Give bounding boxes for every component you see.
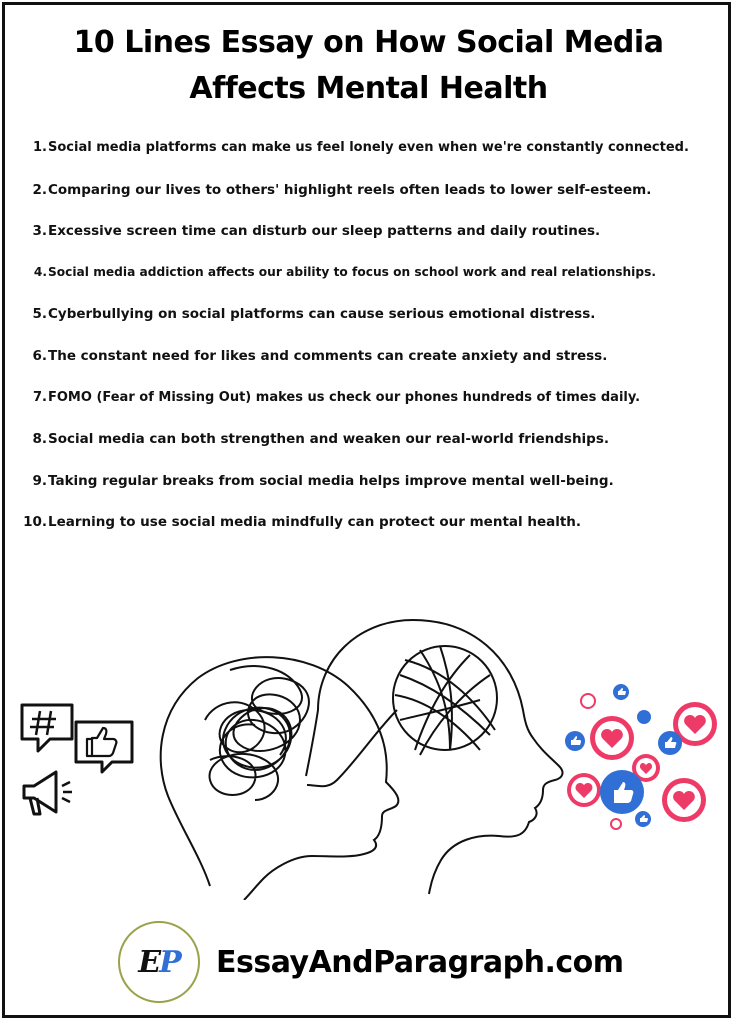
list-item [18, 306, 718, 348]
item-text: Comparing our lives to others' highlight reels often leads to lower self-esteem. [48, 181, 652, 198]
list-item [18, 514, 718, 556]
list-item [18, 265, 718, 307]
item-text: Learning to use social media mindfully can protect our mental health. [48, 514, 582, 531]
heart-icon [610, 818, 622, 830]
site-logo [118, 921, 200, 1003]
list-item [18, 223, 718, 265]
list-item [18, 182, 718, 224]
page-title [0, 20, 737, 112]
item-text: The constant need for likes and comments can create anxiety and stress. [48, 347, 608, 364]
logo-monogram [138, 945, 179, 980]
list-item [18, 348, 718, 390]
item-number: 1. [33, 140, 47, 155]
item-text: Social media can both strengthen and weaken our real-world friendships. [48, 431, 610, 448]
item-text: Social media platforms can make us feel lonely even when we're constantly connected. [48, 140, 689, 155]
heart-icon [662, 778, 706, 822]
like-icon [637, 710, 651, 724]
item-number: 7. [33, 389, 47, 405]
list-item [18, 431, 718, 473]
like-icon [613, 684, 629, 700]
title-line-1: 10 Lines Essay on How Social Media [73, 25, 664, 60]
list-item [18, 473, 718, 515]
tangled-head-icon [161, 657, 399, 900]
thumbs-up-bubble-icon [76, 722, 132, 772]
item-number: 4. [33, 264, 47, 279]
hashtag-bubble-icon [22, 705, 72, 751]
logo-letter-e: E [138, 944, 160, 980]
list-item [18, 140, 718, 182]
item-number: 8. [32, 431, 47, 448]
essay-lines-list [18, 140, 718, 556]
item-number: 6. [32, 347, 47, 364]
footer-branding [118, 912, 624, 1012]
list-item [18, 390, 718, 432]
item-text: FOMO (Fear of Missing Out) makes us check our phones hundreds of times daily. [48, 389, 641, 405]
item-number: 5. [32, 306, 47, 323]
yarn-head-icon [306, 620, 562, 894]
item-text: Cyberbullying on social platforms can cause serious emotional distress. [48, 306, 596, 323]
item-number: 3. [32, 223, 47, 240]
item-text: Social media addiction affects our ability to focus on school work and real relationships. [48, 264, 656, 279]
item-number: 9. [32, 472, 47, 489]
item-number: 10. [23, 514, 47, 531]
logo-letter-p: P [159, 944, 180, 980]
heart-icon [590, 716, 634, 760]
item-number: 2. [32, 181, 47, 198]
item-text: Taking regular breaks from social media helps improve mental well-being. [48, 472, 614, 489]
megaphone-icon [24, 772, 72, 814]
site-name[interactable]: EssayAndParagraph.com [216, 944, 624, 980]
like-icon [658, 731, 682, 755]
mental-health-illustration [0, 600, 737, 900]
item-text: Excessive screen time can disturb our sleep patterns and daily routines. [48, 223, 601, 240]
heart-icon [567, 773, 601, 807]
like-icon [565, 731, 585, 751]
like-icon [600, 770, 644, 814]
reaction-cluster [565, 684, 717, 830]
like-icon [635, 811, 651, 827]
title-line-2: Affects Mental Health [189, 71, 548, 106]
heart-icon [580, 693, 596, 709]
